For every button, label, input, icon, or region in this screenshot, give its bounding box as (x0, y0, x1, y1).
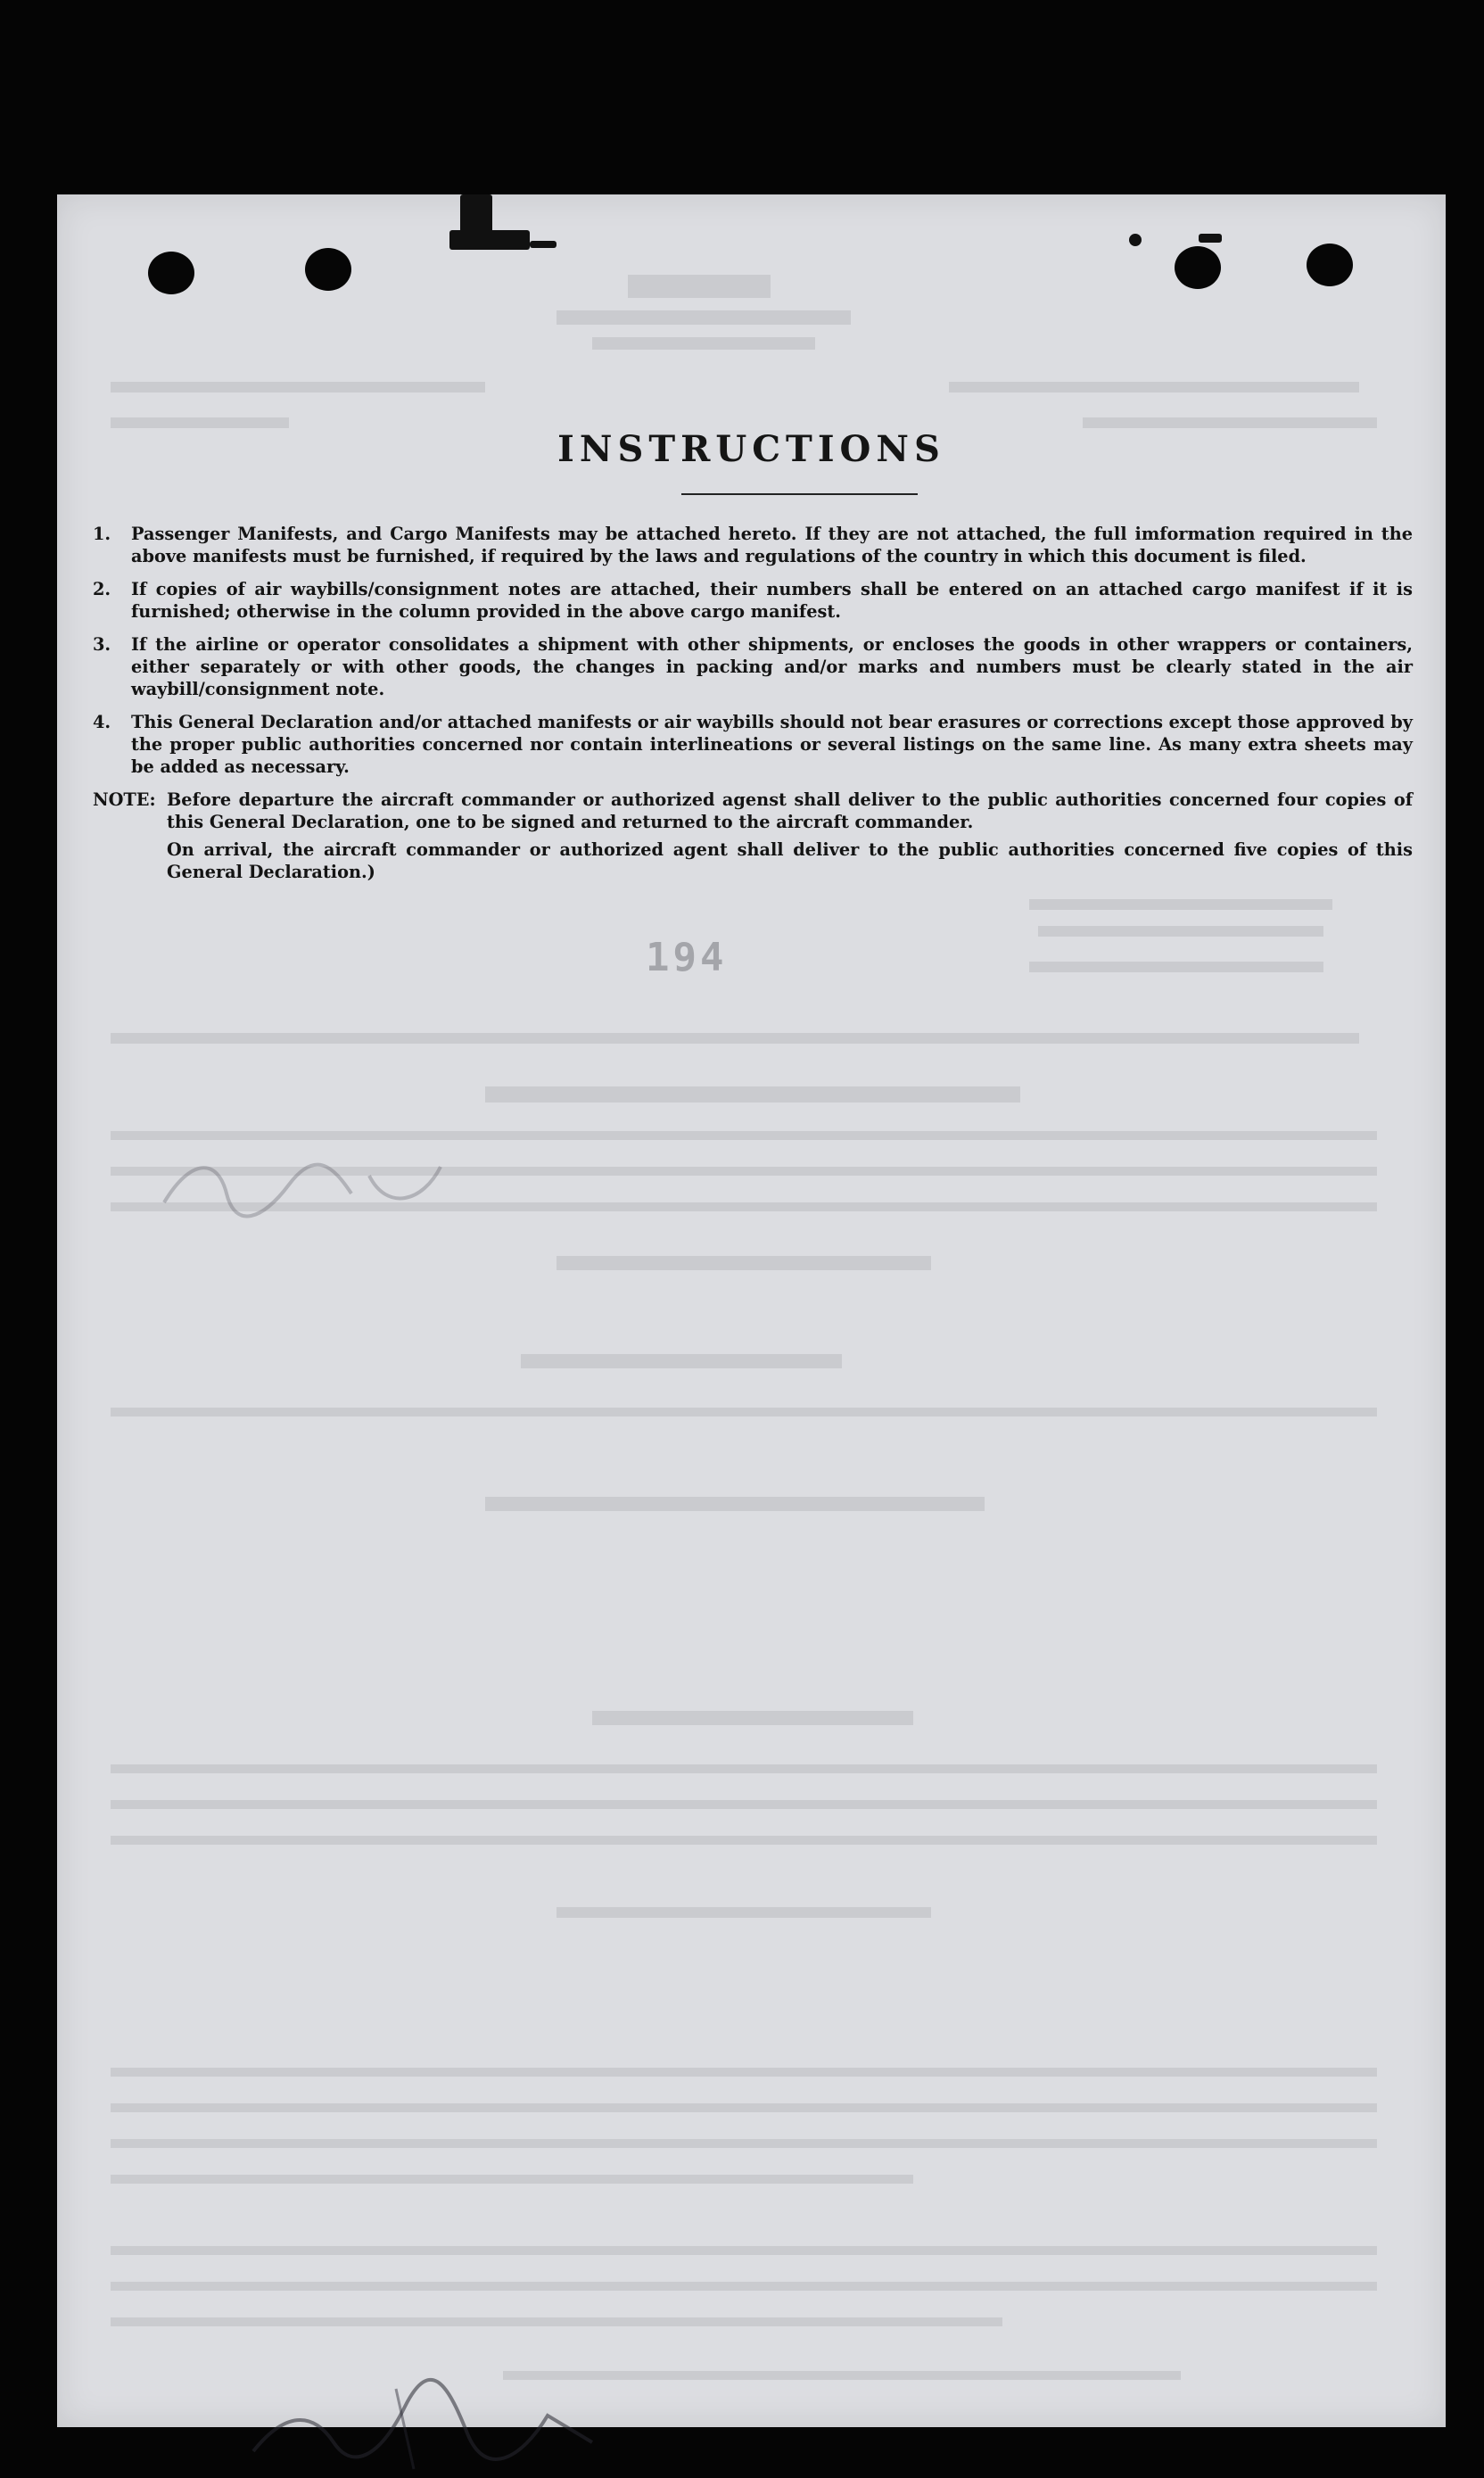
instruction-text: If the airline or operator consolidates a shipment with other shipments, or encloses the goods in other wrappers or containers, either separately or with other goods, the changes in packing and/or marks and numbers must be clearly stated in the air waybill/consignment note. (131, 634, 1413, 699)
instruction-item (93, 633, 1413, 700)
instruction-number: 1. (93, 524, 111, 544)
instruction-item (93, 711, 1413, 778)
instruction-text: If copies of air waybills/consignment notes are attached, their numbers shall be entered on an attached cargo manifest if it is furnished; otherwise in the column provided in the above cargo manifest. (131, 579, 1413, 622)
instructions-list (93, 523, 1413, 883)
instruction-item (93, 578, 1413, 623)
instruction-number: 4. (93, 712, 111, 732)
note-block (93, 789, 1413, 833)
instruction-item (93, 523, 1413, 567)
stamped-number: 194 (646, 935, 728, 980)
instruction-text: This General Declaration and/or attached manifests or air waybills should not bear erasures or corrections except those approved by the proper public authorities concerned nor contain interlineations or several listings on the same line. As many extra sheets may be added as necessary. (131, 712, 1413, 777)
pencil-scrawl (155, 1140, 458, 1238)
instructions-heading: INSTRUCTIONS (557, 428, 945, 470)
instruction-number: 3. (93, 634, 111, 655)
signature-mark (235, 2371, 628, 2478)
note-text: Before departure the aircraft commander or authorized agenst shall deliver to the public authorities concerned four copies of this General Declaration, one to be signed and returned to the aircraft commander. (167, 789, 1413, 832)
note-text-arrival: On arrival, the aircraft commander or authorized agent shall deliver to the public authorities concerned five copies of this General Declaration.) (167, 839, 1413, 882)
note-label: NOTE: (93, 789, 156, 810)
instruction-number: 2. (93, 579, 111, 599)
document-sheet (57, 194, 1446, 2427)
instruction-text: Passenger Manifests, and Cargo Manifests may be attached hereto. If they are not attached, the full imformation required in the above manifests must be furnished, if required by the laws and regulations of the country in which this document is filed. (131, 524, 1413, 566)
heading-rule (681, 493, 918, 495)
